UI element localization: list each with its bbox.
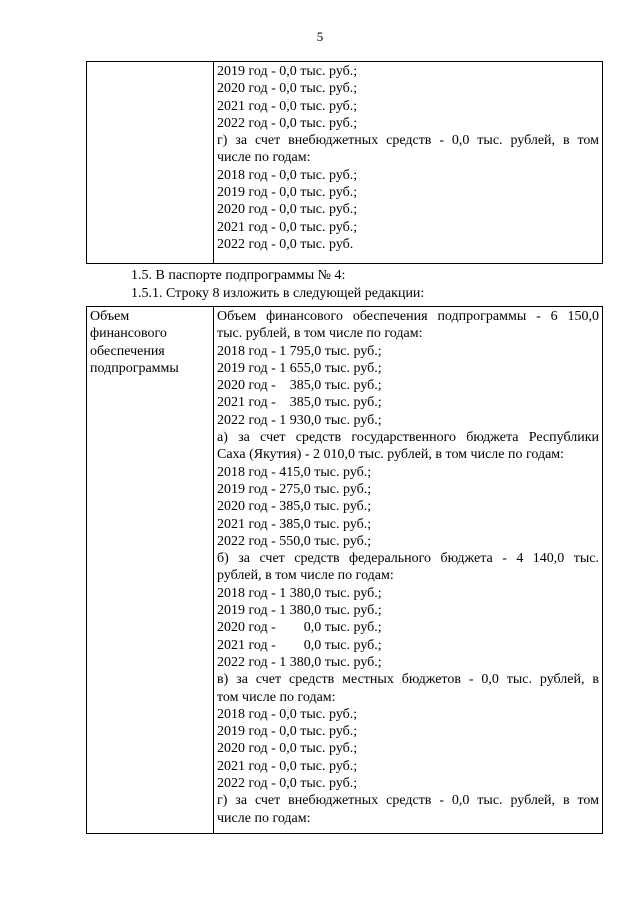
- table2-line: 2020 год - 385,0 тыс. руб.;: [217, 499, 372, 515]
- table-row: [87, 62, 603, 264]
- table1-line: 2019 год - 0,0 тыс. руб.;: [217, 64, 358, 79]
- table2-label-cell: [87, 307, 214, 834]
- table2-line: 2022 год - 1 930,0 тыс. руб.;: [217, 412, 382, 428]
- table2-line: Саха (Якутия) - 2 010,0 тыс. рублей, в том числе по годам:: [217, 447, 565, 463]
- table1-line: 2018 год - 0,0 тыс. руб.;: [217, 167, 358, 183]
- table2-line: 2018 год - 0,0 тыс. руб.;: [217, 706, 358, 722]
- table2-line: 2021 год - 385,0 тыс. руб.;: [217, 516, 372, 532]
- table2-line: 2018 год - 415,0 тыс. руб.;: [217, 464, 372, 480]
- table1-line: г) за счет внебюджетных средств - 0,0 тыс. рублей, в том: [217, 133, 599, 149]
- table2-line: том числе по годам:: [217, 689, 336, 705]
- table2-line: 2019 год - 1 655,0 тыс. руб.;: [217, 360, 382, 376]
- table2-line: 2022 год - 1 380,0 тыс. руб.;: [217, 654, 382, 670]
- section-instruction: 1.5.1. Строку 8 изложить в следующей редакции:: [131, 286, 425, 301]
- table1-line: числе по годам:: [217, 150, 311, 166]
- table2-line: 2021 год - 0,0 тыс. руб.;: [217, 758, 358, 774]
- table2-line: 2020 год - 385,0 тыс. руб.;: [217, 378, 382, 394]
- table2-line: 2018 год - 1 380,0 тыс. руб.;: [217, 585, 382, 601]
- table2-label-line: подпрограммы: [90, 360, 179, 376]
- table1-line: 2021 год - 0,0 тыс. руб.;: [217, 219, 358, 235]
- table2-line: 2021 год - 0,0 тыс. руб.;: [217, 637, 382, 653]
- funding-table-subprogram-4: [86, 306, 603, 834]
- table2-line: г) за счет внебюджетных средств - 0,0 тыс. рублей, в том: [217, 793, 599, 809]
- table2-line: 2019 год - 275,0 тыс. руб.;: [217, 481, 372, 497]
- section-heading: 1.5. В паспорте подпрограммы № 4:: [131, 268, 346, 283]
- table2-line: 2020 год - 0,0 тыс. руб.;: [217, 620, 382, 636]
- table1-line: 2021 год - 0,0 тыс. руб.;: [217, 98, 358, 114]
- table2-label-line: финансового: [90, 326, 167, 342]
- table2-line: Объем финансового обеспечения подпрограммы - 6 150,0: [217, 309, 599, 324]
- table1-line: 2020 год - 0,0 тыс. руб.;: [217, 202, 358, 218]
- table2-line: 2018 год - 1 795,0 тыс. руб.;: [217, 343, 382, 359]
- table1-label-cell: [87, 62, 214, 264]
- table2-label-lines: [90, 308, 210, 377]
- table1-value-cell: [214, 62, 603, 264]
- table2-line: числе по годам:: [217, 810, 311, 826]
- table1-line: 2022 год - 0,0 тыс. руб.;: [217, 115, 358, 131]
- table2-line: 2019 год - 0,0 тыс. руб.;: [217, 724, 358, 740]
- table2-line: в) за счет средств местных бюджетов - 0,0 тыс. рублей, в: [217, 672, 599, 688]
- table2-line: 2022 год - 550,0 тыс. руб.;: [217, 533, 372, 549]
- table2-line: 2020 год - 0,0 тыс. руб.;: [217, 741, 358, 757]
- table2-line: 2022 год - 0,0 тыс. руб.;: [217, 776, 358, 792]
- table2-label-line: обеспечения: [90, 343, 165, 359]
- table2-lines: [217, 308, 599, 827]
- table2-line: рублей, в том числе по годам:: [217, 568, 394, 584]
- funding-table-continued: [86, 61, 603, 264]
- table1-line: 2020 год - 0,0 тыс. руб.;: [217, 81, 358, 97]
- table2-value-cell: [214, 307, 603, 834]
- table-row: [87, 307, 603, 834]
- table2-line: тыс. рублей, в том числе по годам:: [217, 326, 423, 342]
- table2-line: б) за счет средств федерального бюджета - 4 140,0 тыс.: [217, 551, 599, 567]
- table1-lines: [217, 63, 599, 253]
- page-number: 5: [316, 29, 324, 44]
- table1-line: 2022 год - 0,0 тыс. руб.: [217, 236, 354, 252]
- table2-label-line: Объем: [90, 309, 130, 324]
- table2-line: 2019 год - 1 380,0 тыс. руб.;: [217, 603, 382, 619]
- table1-line: 2019 год - 0,0 тыс. руб.;: [217, 185, 358, 201]
- table2-line: 2021 год - 385,0 тыс. руб.;: [217, 395, 382, 411]
- table2-line: а) за счет средств государственного бюджета Республики: [217, 430, 599, 446]
